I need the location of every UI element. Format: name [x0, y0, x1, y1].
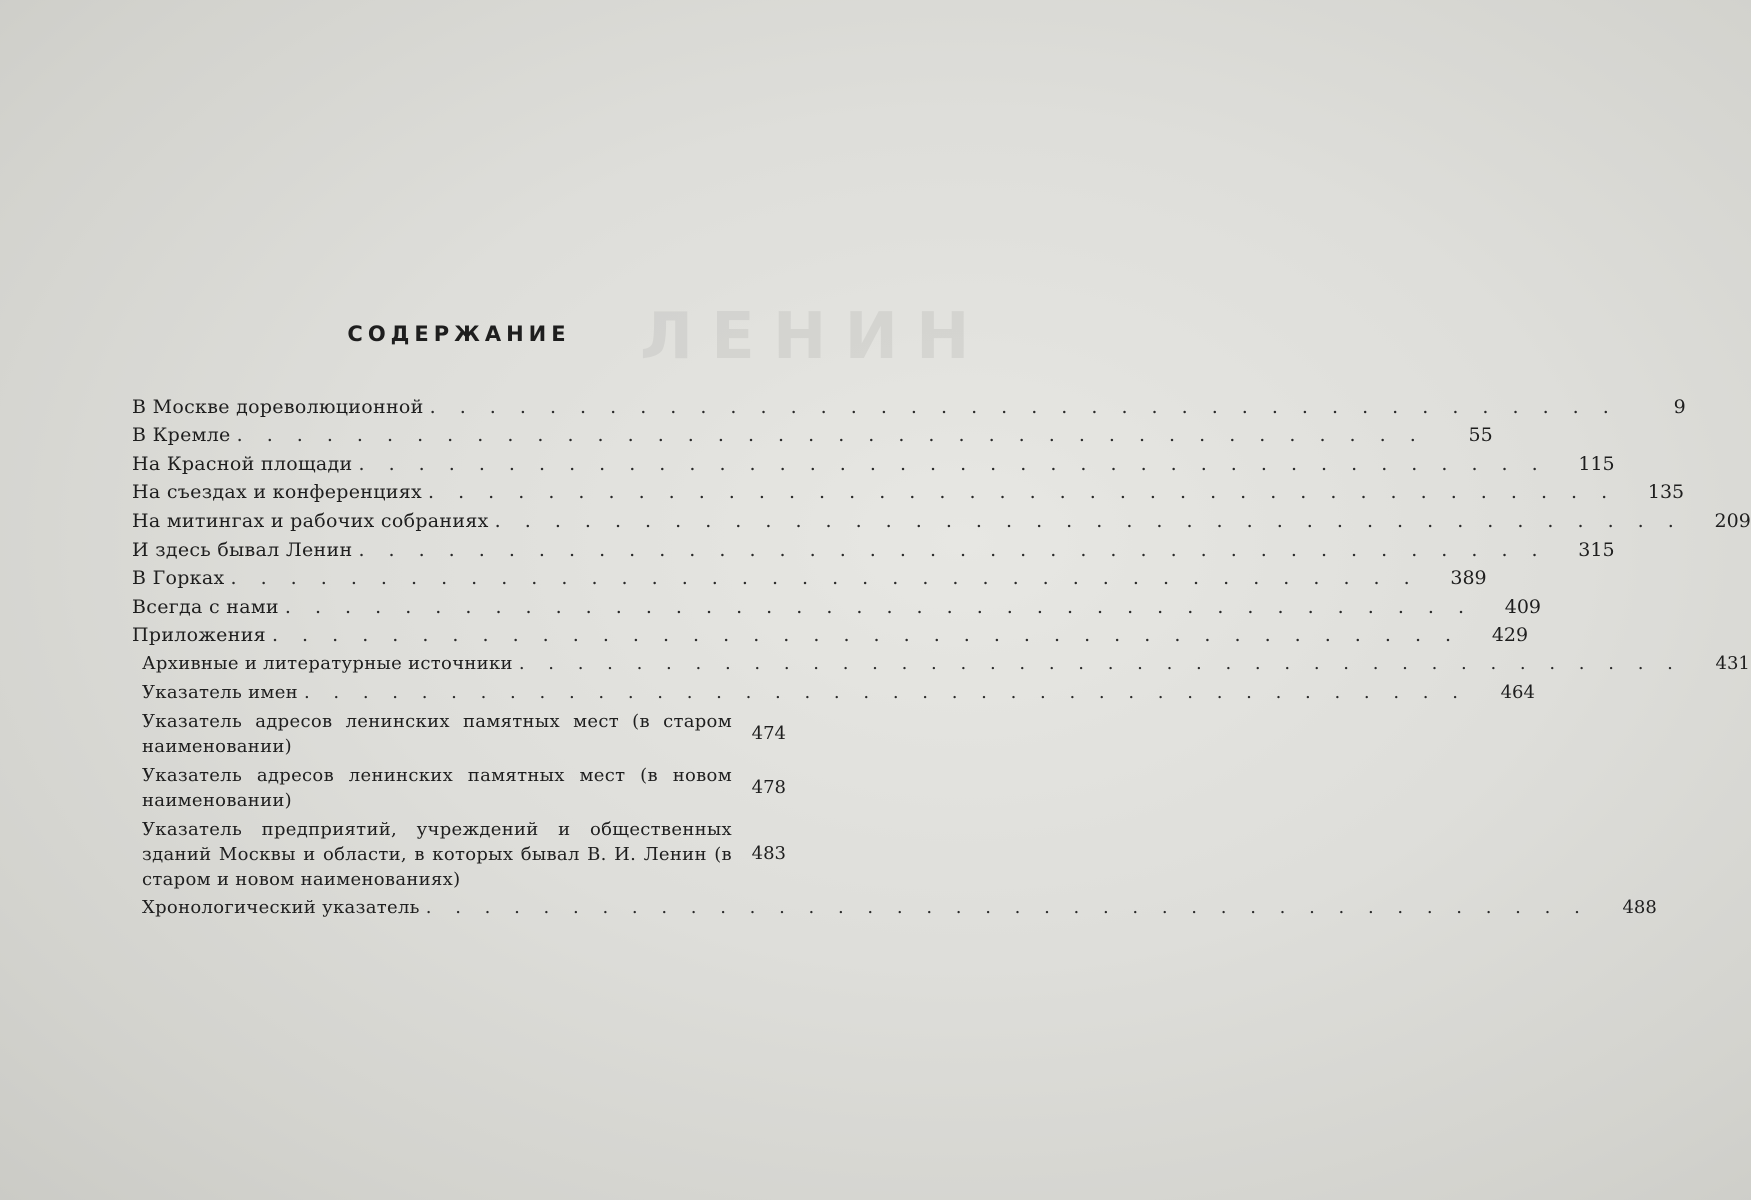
toc-entry-label: На съездах и конференциях [132, 481, 423, 504]
toc-subentry-label: Указатель адресов ленинских памятных мест (в старом наименовании) [142, 710, 732, 757]
toc-entry [132, 506, 1751, 535]
toc-entry-label: И здесь бывал Ленин [132, 538, 353, 561]
toc-page-number: 478 [751, 776, 786, 798]
toc-subentry [132, 678, 1535, 707]
leader-dots [304, 679, 1467, 707]
toc-page-number: 488 [1622, 897, 1657, 919]
toc-entry [132, 478, 1685, 507]
leader-dots [231, 564, 1419, 592]
toc-subentry [132, 817, 812, 892]
leader-dots [359, 450, 1547, 478]
leader-dots [285, 593, 1473, 621]
leader-dots [428, 478, 1616, 506]
toc-page-number: 409 [1504, 595, 1542, 618]
leader-dots [237, 421, 1425, 449]
toc-entry [132, 449, 1615, 478]
toc-page-number: 115 [1578, 452, 1615, 475]
leader-dots [272, 621, 1460, 649]
toc-subentry [132, 709, 812, 759]
leader-dots [430, 393, 1618, 421]
toc-subentry-label: Хронологический указатель [142, 897, 420, 919]
toc-entry [132, 392, 1686, 421]
toc-entry [132, 421, 1493, 450]
toc-entry-label: На Красной площади [132, 452, 353, 475]
toc-entry-label: Всегда с нами [132, 595, 279, 618]
toc-entry [132, 621, 1529, 650]
toc-subentry [132, 894, 1657, 923]
toc-page-number: 209 [1714, 509, 1751, 532]
leader-dots [358, 536, 1546, 564]
toc-subentry-label: Указатель адресов ленинских памятных мест (в новом наименовании) [142, 764, 732, 811]
toc-subentry-label: Архивные и литературные источники [142, 652, 513, 674]
bleed-through-text: ЛЕНИН [640, 300, 988, 374]
table-of-contents [132, 392, 1751, 922]
leader-dots [495, 507, 1683, 535]
toc-page-number: 483 [751, 843, 786, 865]
toc-page-number: 431 [1715, 652, 1750, 674]
leader-dots [519, 650, 1682, 678]
toc-subentry-label: Указатель предприятий, учреждений и общественных зданий Москвы и области, в которых бывал В. И. Ленин (в старом и новом наименованиях) [142, 818, 732, 890]
leader-dots [426, 894, 1589, 922]
toc-page-number: 55 [1468, 424, 1493, 447]
toc-page-number: 464 [1500, 681, 1535, 703]
toc-page-number: 135 [1647, 481, 1685, 504]
toc-entry [132, 564, 1487, 593]
toc-entry [132, 535, 1615, 564]
page-title: СОДЕРЖАНИЕ [347, 322, 571, 346]
toc-page-number: 474 [751, 722, 786, 744]
toc-subentry [132, 649, 1750, 678]
toc-page-number: 389 [1450, 567, 1487, 590]
toc-subentry-label: Указатель имен [142, 681, 298, 703]
toc-page-number: 315 [1578, 538, 1615, 561]
toc-entry-label: Приложения [132, 624, 266, 647]
toc-entry-label: На митингах и рабочих собраниях [132, 509, 489, 532]
toc-entry-label: В Горках [132, 567, 225, 590]
toc-subentry [132, 763, 812, 813]
toc-page-number: 9 [1673, 395, 1686, 418]
toc-entry-label: В Москве дореволюционной [132, 395, 424, 418]
toc-entry-label: В Кремле [132, 424, 231, 447]
toc-entry [132, 592, 1542, 621]
toc-page-number: 429 [1491, 624, 1529, 647]
